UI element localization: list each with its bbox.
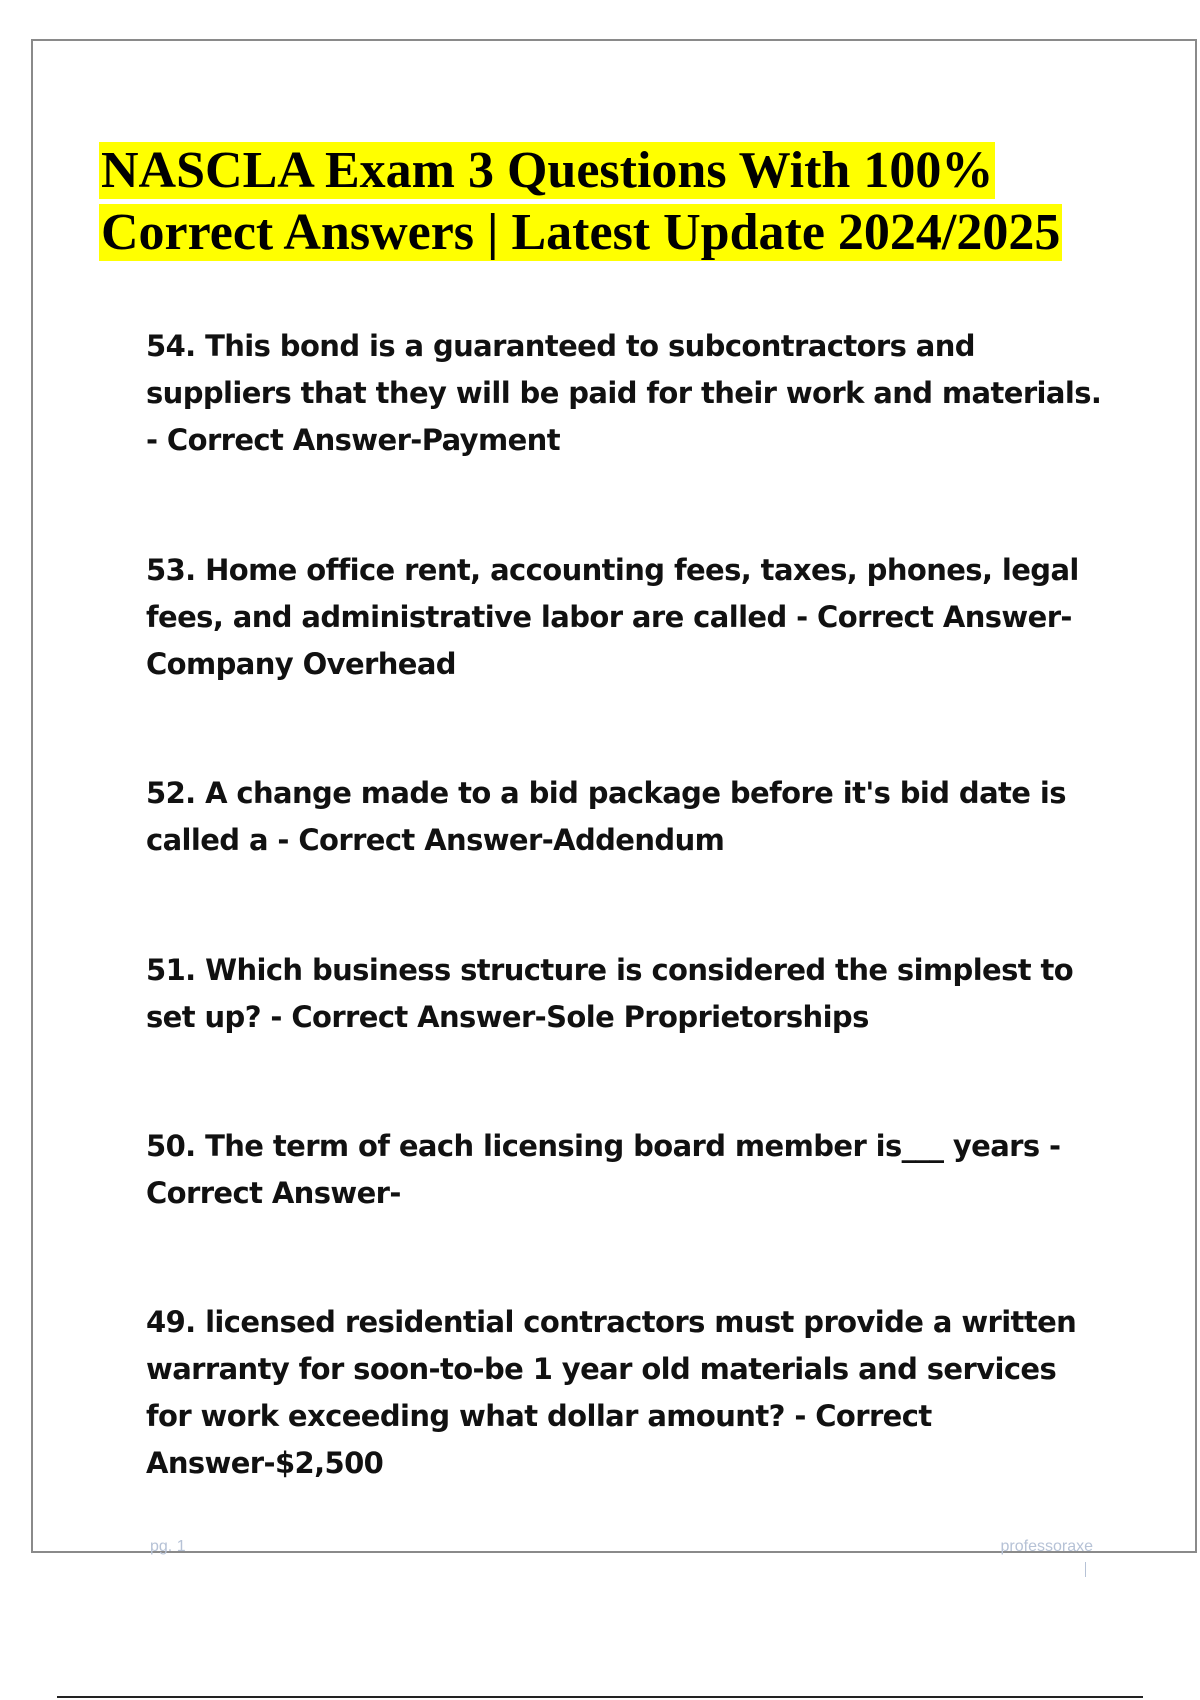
title-line-1: NASCLA Exam 3 Questions With 100% [101, 142, 994, 199]
question-item-51: 51. Which business structure is considered the simplest to set up? - Correct Answer-Sole Proprietorships [146, 953, 1074, 1034]
question-item-52: 52. A change made to a bid package before it's bid date is called a - Correct Answer-Addendum [146, 776, 1066, 857]
page-number: pg. 1 [150, 1538, 186, 1555]
bottom-rule [57, 1696, 1143, 1698]
document-title [99, 140, 1159, 264]
question-item-54: 54. This bond is a guaranteed to subcontractors and suppliers that they will be paid for their work and materials. - Correct Answer-Payment [146, 329, 1102, 457]
footer-author: professoraxe [1000, 1538, 1093, 1555]
footer-tick-mark [1085, 1562, 1086, 1577]
question-item-49: 49. licensed residential contractors must provide a written warranty for soon-to-be 1 year old materials and services for work exceeding what dollar amount? - Correct Answer-$2,500 [146, 1305, 1077, 1480]
question-item-50: 50. The term of each licensing board member is___ years - Correct Answer- [146, 1129, 1061, 1210]
question-item-53: 53. Home office rent, accounting fees, taxes, phones, legal fees, and administrative labor are called - Correct Answer-Company Overhead [146, 553, 1079, 681]
title-line-2: Correct Answers | Latest Update 2024/2025 [101, 204, 1061, 261]
